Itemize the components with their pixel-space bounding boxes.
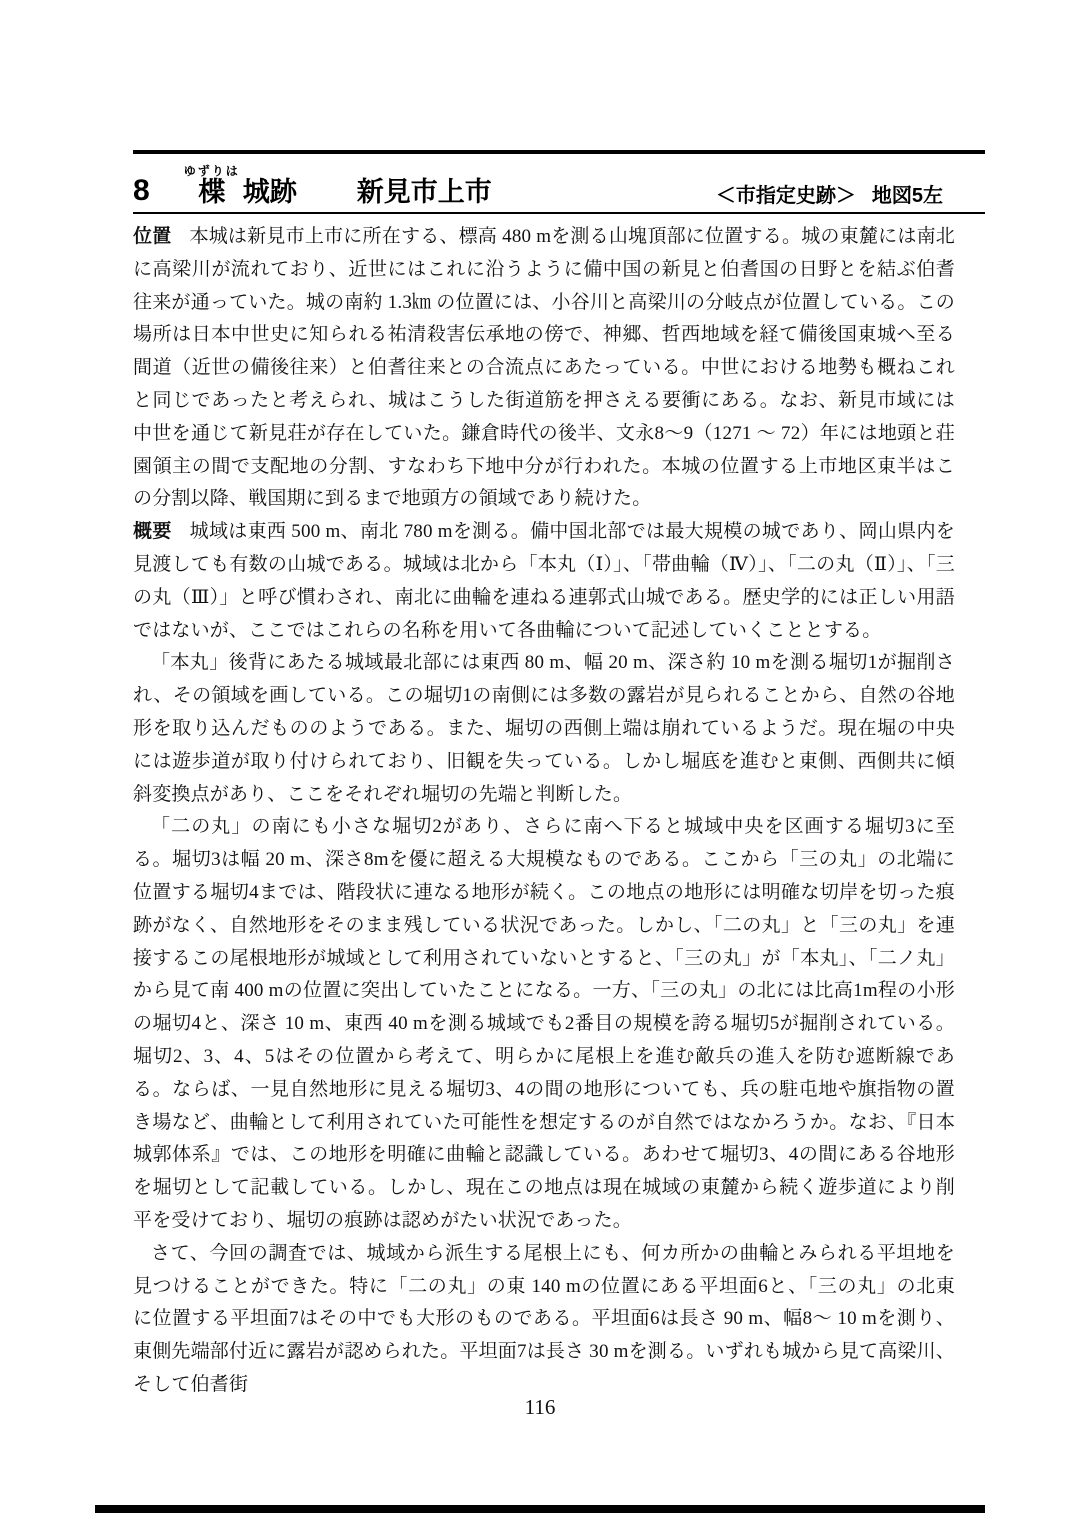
paragraph-overview	[133, 516, 955, 647]
header-rule-bottom	[133, 212, 985, 214]
paragraph-text-location: 本城は新見市上市に所在する、標高 480 mを測る山塊頂部に位置する。城の東麓には南北に高梁川が流れており、近世にはこれに沿うように備中国の新見と伯耆国の日野とを結ぶ伯耆往来が通っていた。城の南約 1.3㎞ の位置には、小谷川と高梁川の分岐点が位置している。この場所は日本中世史に知られる祐清殺害伝承地の傍で、神郷、哲西地域を経て備後国東城へ至る間道（近世の備後往来）と伯耆往来との合流点にあたっている。中世における地勢も概ねこれと同じであったと考えられ、城はこうした街道筋を押さえる要衝にある。なお、新見市域には中世を通じて新見荘が存在していた。鎌倉時代の後半、文永8～9（1271 ～ 72）年には地頭と荘園領主の間で支配地の分割、すなわち下地中分が行われた。本城の位置する上市地区東半はこの分割以降、戦国期に到るまで地頭方の領域であり続けた。	[133, 226, 955, 510]
paragraph-location	[133, 221, 955, 516]
site-name-ruby-group	[184, 164, 240, 206]
location-name: 新見市上市	[356, 177, 492, 207]
body-text	[133, 221, 955, 1402]
paragraph-honmaru-horikiri	[133, 647, 955, 811]
site-name	[184, 164, 297, 206]
site-name-suffix: 城跡	[242, 177, 297, 207]
paragraph-label-overview: 概要	[133, 521, 172, 543]
footer-rule	[95, 1505, 985, 1513]
site-name-ruby: ゆずりは	[183, 164, 240, 178]
section-header	[133, 152, 985, 210]
paragraph-text-ninomaru: 「二の丸」の南にも小さな堀切2があり、さらに南へ下ると城域中央を区画する堀切3に至る。堀切3は幅 20 m、深さ8mを優に超える大規模なものである。ここから「三の丸」の北端に位置する堀切4までは、階段状に連なる地形が続く。この地点の地形には明確な切岸を切った痕跡がなく、自然地形をそのまま残している状況であった。しかし、「二の丸」と「三の丸」を連接するこの尾根地形が城域として利用されていないとすると、「三の丸」が「本丸」、「二ノ丸」から見て南 400 mの位置に突出していたことになる。一方、「三の丸」の北には比高1m程の小形の堀切4と、深さ 10 m、東西 40 mを測る城域でも2番目の規模を誇る堀切5が掘削されている。堀切2、3、4、5はその位置から考えて、明らかに尾根上を進む敵兵の進入を防む遮断線である。ならば、一見自然地形に見える堀切3、4の間の地形についても、兵の駐屯地や旗指物の置き場など、曲輪として利用されていた可能性を想定するのが自然ではなかろうか。なお、『日本城郭体系』では、この地形を明確に曲輪と認識している。あわせて堀切3、4の間にある谷地形を堀切として記載している。しかし、現在この地点は現在城域の東麓から続く遊歩道により削平を受けており、堀切の痕跡は認めがたい状況であった。	[133, 816, 955, 1231]
page-number: 116	[524, 1395, 556, 1419]
paragraph-text-overview: 城域は東西 500 m、南北 780 mを測る。備中国北部では最大規模の城であり、岡山県内を見渡しても有数の山城である。城域は北から「本丸（Ⅰ）」、「帯曲輪（Ⅳ）」、「二の丸（Ⅱ）」、「三の丸（Ⅲ）」と呼び慣わされ、南北に曲輪を連ねる連郭式山城である。歴史学的には正しい用語ではないが、ここではこれらの名称を用いて各曲輪について記述していくこととする。	[133, 521, 955, 641]
paragraph-survey	[133, 1238, 955, 1402]
paragraph-text-survey: さて、今回の調査では、城域から派生する尾根上にも、何カ所かの曲輪とみられる平坦地を見つけることができた。特に「二の丸」の東 140 mの位置にある平坦面6と、「三の丸」の北東に位置する平坦面7はその中でも大形のものである。平坦面6は長さ 90 m、幅8～ 10 mを測り、東側先端部付近に露岩が認められた。平坦面7は長さ 30 mを測る。いずれも城から見て高梁川、そして伯耆街	[133, 1242, 955, 1395]
paragraph-ninomaru-horikiri	[133, 811, 955, 1237]
map-reference: 地図5左	[871, 185, 943, 207]
paragraph-label-location: 位置	[133, 226, 172, 247]
paragraph-text-honmaru: 「本丸」後背にあたる城域最北部には東西 80 m、幅 20 m、深さ約 10 mを測る堀切1が掘削され、その領域を画している。この堀切1の南側には多数の露岩が見られることから、自然の谷地形を取り込んだもののようである。また、堀切の西側上端は崩れているようだ。現在堀の中央には遊歩道が取り付けられており、旧観を失っている。しかし堀底を進むと東側、西側共に傾斜変換点があり、ここをそれぞれ堀切の先端と判断した。	[133, 652, 955, 805]
designation-label: ＜市指定史跡＞	[715, 185, 856, 207]
section-number: 8	[133, 174, 150, 207]
site-name-kanji: 楪	[183, 177, 240, 207]
header-right-group	[716, 186, 985, 206]
